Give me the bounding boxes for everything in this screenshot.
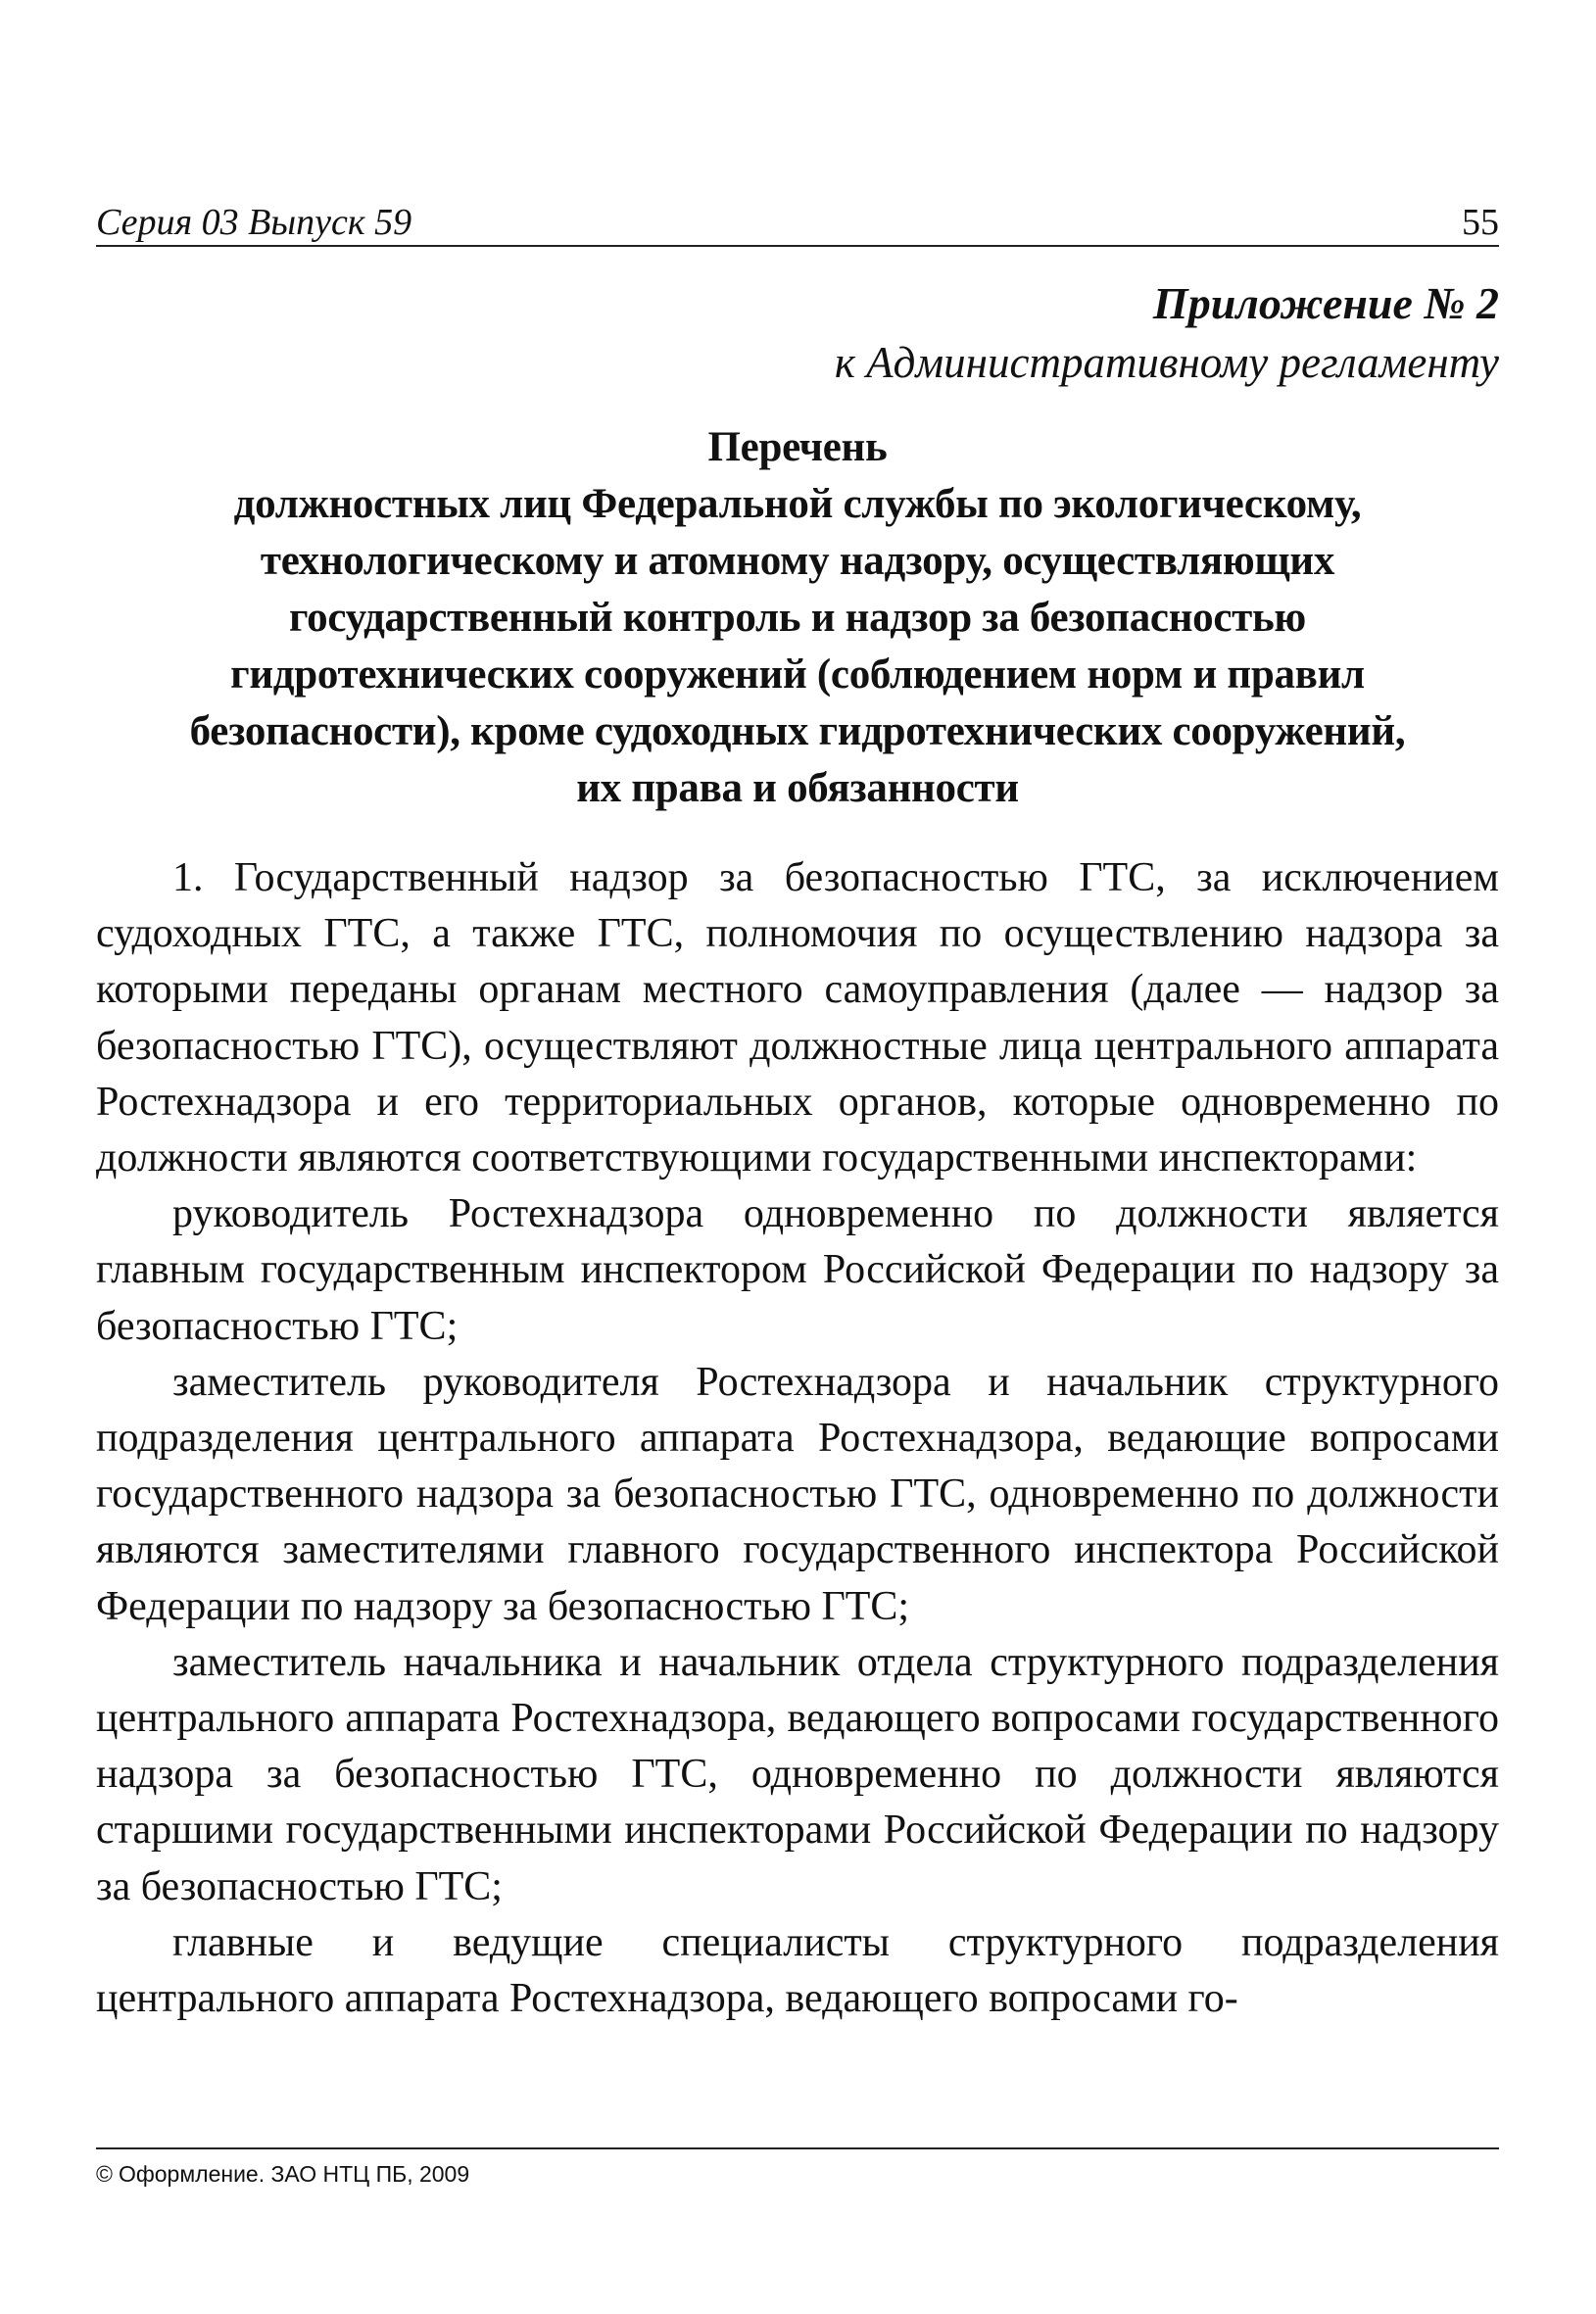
title-line: их права и обязанности: [576, 765, 1019, 811]
paragraph: заместитель руководителя Ростехнадзора и начальник структурного подразделения центрального аппарата Ростехнадзора, ведающие вопросами государственного надзора за безопасностью ГТС, одновременно по должности являются заместителями главного государственного инспектора Российской Федерации по надзору за безопасностью ГТС;: [96, 1359, 1499, 1629]
footer: [96, 2147, 1499, 2189]
running-header: [96, 194, 1499, 247]
page-number: 55: [1462, 202, 1499, 243]
appendix-subtitle: к Административному регламенту: [834, 338, 1499, 387]
title-line: должностных лиц Федеральной службы по экологическому,: [233, 481, 1362, 527]
document-title: [96, 419, 1499, 817]
body-text: [96, 850, 1499, 2027]
title-line: государственный контроль и надзор за безопасностью: [289, 595, 1306, 641]
appendix-reference: [835, 274, 1499, 392]
title-line: гидротехнических сооружений (соблюдением норм и правил: [230, 651, 1365, 698]
paragraph: заместитель начальника и начальник отдела структурного подразделения центрального аппарата Ростехнадзора, ведающего вопросами государственного надзора за безопасностью ГТС, одновременно по должности являются старшими государственными инспекторами Российской Федерации по надзору за безопасностью ГТС;: [96, 1639, 1499, 1909]
footer-text: Оформление. ЗАО НТЦ ПБ, 2009: [118, 2161, 470, 2187]
paragraph: руководитель Ростехнадзора одновременно по должности является главным государственным инспектором Российской Федерации по надзору за безопасностью ГТС;: [96, 1191, 1499, 1349]
title-line: технологическому и атомному надзору, осуществляющих: [260, 538, 1335, 584]
title-line: Перечень: [707, 424, 888, 470]
title-line: безопасности), кроме судоходных гидротехнических сооружений,: [189, 708, 1406, 754]
appendix-title: Приложение № 2: [1152, 278, 1499, 328]
paragraph: 1. Государственный надзор за безопасностью ГТС, за исключением судоходных ГТС, а также ГТС, полномочия по осуществлению надзора за которыми переданы органам местного самоуправления (далее — надзор за безопасностью ГТС), осуществляют должностные лица центрального аппарата Ростехнадзора и его территориальных органов, которые одновременно по должности являются соответствующими государственными инспекторами:: [96, 855, 1499, 1181]
copyright-icon: ©: [96, 2161, 113, 2187]
series-label: Серия 03 Выпуск 59: [96, 202, 412, 243]
paragraph: главные и ведущие специалисты структурного подразделения центрального аппарата Ростехнадзора, ведающего вопросами го-: [96, 1919, 1499, 2022]
